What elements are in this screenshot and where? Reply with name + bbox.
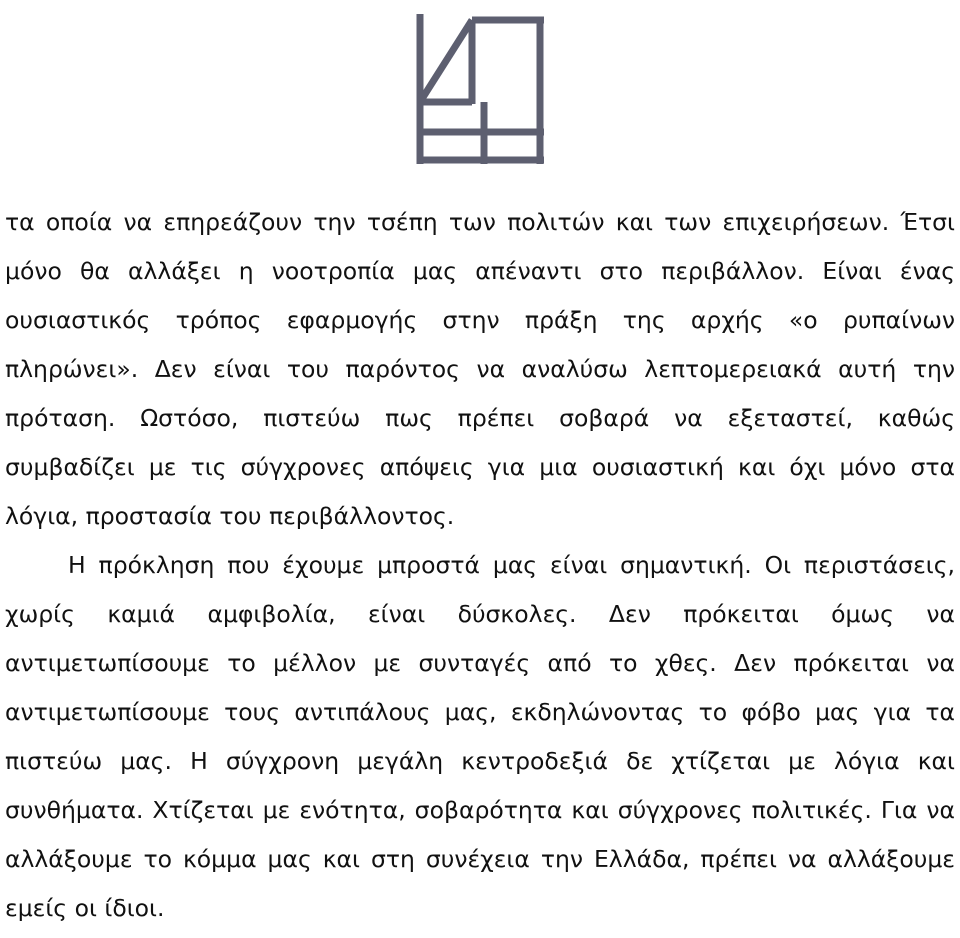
text-line: εμείς οι ίδιοι.: [5, 894, 165, 922]
text-line: αλλάξουμε το κόμμα μας και στη συνέχεια την Ελλάδα, πρέπει να αλλάξουμε: [5, 845, 955, 873]
text-line: αντιμετωπίσουμε το μέλλον με συνταγές από το χθες. Δεν πρόκειται να: [5, 649, 955, 677]
text-line: πληρώνει». Δεν είναι του παρόντος να αναλύσω λεπτομερειακά αυτή την: [5, 355, 955, 383]
text-line: Η πρόκληση που έχουμε μπροστά μας είναι σημαντική. Οι περιστάσεις,: [68, 551, 955, 579]
text-line: πρόταση. Ωστόσο, πιστεύω πως πρέπει σοβαρά να εξεταστεί, καθώς: [5, 404, 955, 432]
paragraph-1: [5, 198, 955, 541]
text-line: ουσιαστικός τρόπος εφαρμογής στην πράξη της αρχής «ο ρυπαίνων: [5, 306, 955, 334]
text-line: πιστεύω μας. Η σύγχρονη μεγάλη κεντροδεξιά δε χτίζεται με λόγια και: [5, 747, 955, 775]
kp-logo-icon: [414, 14, 544, 164]
document-body: [5, 198, 955, 933]
text-line: τα οποία να επηρεάζουν την τσέπη των πολιτών και των επιχειρήσεων. Έτσι: [5, 208, 955, 236]
text-line: χωρίς καμιά αμφιβολία, είναι δύσκολες. Δεν πρόκειται όμως να: [5, 600, 955, 628]
text-line: λόγια, προστασία του περιβάλλοντος.: [5, 502, 455, 530]
text-line: συμβαδίζει με τις σύγχρονες απόψεις για μια ουσιαστική και όχι μόνο στα: [5, 453, 955, 481]
text-line: συνθήματα. Χτίζεται με ενότητα, σοβαρότητα και σύγχρονες πολιτικές. Για να: [5, 796, 955, 824]
paragraph-2: [5, 541, 955, 933]
text-line: μόνο θα αλλάξει η νοοτροπία μας απέναντι στο περιβάλλον. Είναι ένας: [5, 257, 955, 285]
text-line: αντιμετωπίσουμε τους αντιπάλους μας, εκδηλώνοντας το φόβο μας για τα: [5, 698, 955, 726]
